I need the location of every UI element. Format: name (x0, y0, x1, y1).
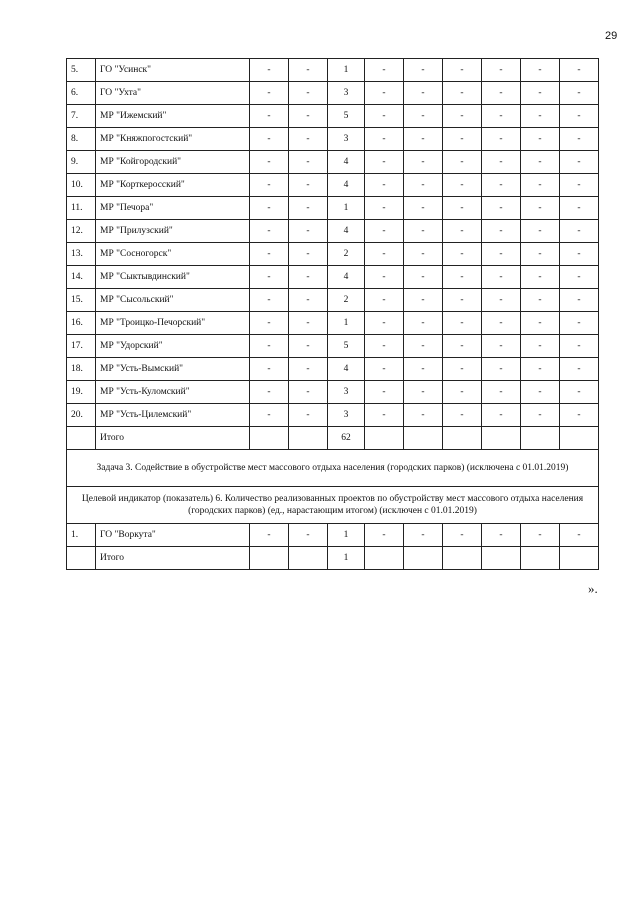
row-value: - (404, 197, 443, 220)
page-number: 29 (605, 30, 618, 42)
row-number: 11. (67, 197, 96, 220)
total-empty-cell (67, 427, 96, 450)
row-municipality: МР "Сыктывдинский" (96, 266, 250, 289)
row-municipality: МР "Княжпогостский" (96, 128, 250, 151)
row-value: - (365, 151, 404, 174)
row-value: - (482, 524, 521, 547)
row-value: 3 (328, 128, 365, 151)
row-value: - (365, 220, 404, 243)
row-value: - (365, 174, 404, 197)
row-value: - (482, 197, 521, 220)
row-value: - (404, 312, 443, 335)
row-municipality: МР "Усть-Вымский" (96, 358, 250, 381)
row-value: - (443, 243, 482, 266)
row-municipality: ГО "Усинск" (96, 59, 250, 82)
total-empty-cell (404, 547, 443, 570)
row-value: - (365, 404, 404, 427)
table-row (67, 289, 599, 312)
row-value: - (404, 105, 443, 128)
total-label: Итого (96, 547, 250, 570)
row-value: - (365, 358, 404, 381)
row-value: - (250, 105, 289, 128)
row-value: - (560, 243, 599, 266)
data-table (66, 58, 599, 570)
row-value: - (443, 105, 482, 128)
table-row (67, 174, 599, 197)
row-value: - (250, 312, 289, 335)
row-value: 4 (328, 151, 365, 174)
row-value: - (289, 82, 328, 105)
row-value: 1 (328, 312, 365, 335)
row-value: - (250, 381, 289, 404)
row-value: - (289, 524, 328, 547)
row-value: - (365, 105, 404, 128)
indicator-6-heading-row (67, 487, 599, 524)
row-value: - (482, 358, 521, 381)
table-row (67, 404, 599, 427)
total-empty-cell (404, 427, 443, 450)
row-number: 10. (67, 174, 96, 197)
row-value: - (521, 59, 560, 82)
row-municipality: МР "Ижемский" (96, 105, 250, 128)
row-value: - (289, 266, 328, 289)
row-value: - (560, 524, 599, 547)
total-empty-cell (443, 547, 482, 570)
row-value: - (521, 289, 560, 312)
row-number: 17. (67, 335, 96, 358)
row-value: - (289, 220, 328, 243)
row-value: - (560, 289, 599, 312)
row-value: - (289, 128, 328, 151)
table-row (67, 220, 599, 243)
row-value: - (250, 220, 289, 243)
row-value: - (365, 381, 404, 404)
total-empty-cell (67, 547, 96, 570)
row-value: - (560, 174, 599, 197)
row-municipality: МР "Сысольский" (96, 289, 250, 312)
row-value: - (289, 289, 328, 312)
row-value: - (443, 266, 482, 289)
total-empty-cell (521, 547, 560, 570)
row-value: - (560, 197, 599, 220)
row-value: - (250, 358, 289, 381)
row-value: - (443, 128, 482, 151)
row-number: 6. (67, 82, 96, 105)
row-value: 3 (328, 381, 365, 404)
row-value: - (560, 220, 599, 243)
total-empty-cell (250, 547, 289, 570)
row-value: - (482, 174, 521, 197)
row-municipality: МР "Сосногорск" (96, 243, 250, 266)
row-value: - (289, 197, 328, 220)
row-municipality: МР "Корткеросский" (96, 174, 250, 197)
total-empty-cell (365, 547, 404, 570)
row-value: - (521, 524, 560, 547)
row-value: - (521, 105, 560, 128)
row-value: - (404, 358, 443, 381)
row-value: - (560, 358, 599, 381)
row-value: 2 (328, 289, 365, 312)
row-value: - (289, 404, 328, 427)
task-3-heading: Задача 3. Содействие в обустройстве мест массового отдыха населения (городских парков) (исключена с 01.01.2019) (67, 450, 599, 487)
row-number: 14. (67, 266, 96, 289)
row-value: - (560, 105, 599, 128)
row-value: - (404, 404, 443, 427)
row-value: - (365, 128, 404, 151)
row-value: 3 (328, 82, 365, 105)
total-value: 62 (328, 427, 365, 450)
row-number: 18. (67, 358, 96, 381)
table-row (67, 151, 599, 174)
row-value: 1 (328, 524, 365, 547)
table-row (67, 105, 599, 128)
row-value: - (404, 82, 443, 105)
row-value: - (250, 82, 289, 105)
row-number: 5. (67, 59, 96, 82)
row-value: - (443, 197, 482, 220)
row-value: - (404, 174, 443, 197)
row-value: - (560, 151, 599, 174)
row-value: - (404, 151, 443, 174)
row-number: 16. (67, 312, 96, 335)
row-value: - (365, 82, 404, 105)
row-value: - (482, 82, 521, 105)
row-value: 4 (328, 358, 365, 381)
total-empty-cell (289, 427, 328, 450)
indicator-6-heading: Целевой индикатор (показатель) 6. Количество реализованных проектов по обустройству мест массового отдыха населения (городских парков) (ед., нарастающим итогом) (исключен с 01.01.2019) (67, 487, 599, 524)
row-value: - (365, 266, 404, 289)
row-value: - (250, 524, 289, 547)
total-row (67, 427, 599, 450)
row-value: - (443, 82, 482, 105)
task-3-heading-row (67, 450, 599, 487)
row-value: 1 (328, 59, 365, 82)
total-empty-cell (250, 427, 289, 450)
row-number: 13. (67, 243, 96, 266)
row-value: - (365, 524, 404, 547)
row-value: - (250, 335, 289, 358)
row-value: - (482, 404, 521, 427)
row-value: - (443, 524, 482, 547)
row-value: - (404, 289, 443, 312)
row-value: - (521, 243, 560, 266)
total-empty-cell (482, 427, 521, 450)
row-value: - (482, 220, 521, 243)
row-value: 1 (328, 197, 365, 220)
row-value: - (365, 243, 404, 266)
row-value: - (404, 266, 443, 289)
row-value: - (521, 335, 560, 358)
row-value: - (521, 358, 560, 381)
row-value: - (482, 381, 521, 404)
row-value: - (404, 243, 443, 266)
table-row (67, 335, 599, 358)
row-value: - (482, 151, 521, 174)
row-value: - (250, 59, 289, 82)
row-number: 8. (67, 128, 96, 151)
row-value: - (404, 220, 443, 243)
row-value: - (250, 197, 289, 220)
row-value: - (250, 128, 289, 151)
total-empty-cell (521, 427, 560, 450)
row-value: - (250, 266, 289, 289)
total-empty-cell (482, 547, 521, 570)
total-label: Итого (96, 427, 250, 450)
table-row (67, 358, 599, 381)
row-value: - (521, 312, 560, 335)
row-value: - (482, 105, 521, 128)
row-value: 4 (328, 174, 365, 197)
row-number: 12. (67, 220, 96, 243)
table-row (67, 381, 599, 404)
row-municipality: МР "Троицко-Печорский" (96, 312, 250, 335)
row-value: - (482, 266, 521, 289)
row-value: - (250, 151, 289, 174)
row-value: - (443, 59, 482, 82)
table-row (67, 312, 599, 335)
row-value: - (521, 151, 560, 174)
total-empty-cell (560, 427, 599, 450)
row-value: - (443, 220, 482, 243)
row-value: - (289, 358, 328, 381)
row-number: 20. (67, 404, 96, 427)
row-municipality: МР "Усть-Куломский" (96, 381, 250, 404)
row-value: - (289, 335, 328, 358)
row-value: - (443, 151, 482, 174)
row-value: - (560, 381, 599, 404)
row-value: - (482, 243, 521, 266)
row-municipality: МР "Койгородский" (96, 151, 250, 174)
row-value: - (521, 82, 560, 105)
row-value: - (443, 358, 482, 381)
row-value: - (521, 404, 560, 427)
row-number: 9. (67, 151, 96, 174)
row-value: - (560, 312, 599, 335)
row-value: - (250, 174, 289, 197)
row-value: - (482, 289, 521, 312)
row-value: - (404, 59, 443, 82)
row-municipality: МР "Усть-Цилемский" (96, 404, 250, 427)
row-value: - (443, 312, 482, 335)
row-value: - (443, 381, 482, 404)
row-value: - (560, 335, 599, 358)
row-value: - (443, 174, 482, 197)
table-row (67, 524, 599, 547)
row-value: - (404, 128, 443, 151)
total-empty-cell (289, 547, 328, 570)
row-value: 2 (328, 243, 365, 266)
row-value: - (521, 220, 560, 243)
row-value: - (560, 404, 599, 427)
total-empty-cell (365, 427, 404, 450)
row-municipality: МР "Прилузский" (96, 220, 250, 243)
row-value: - (560, 59, 599, 82)
table-row (67, 243, 599, 266)
row-value: - (365, 312, 404, 335)
row-value: - (365, 59, 404, 82)
total-row (67, 547, 599, 570)
row-value: 4 (328, 266, 365, 289)
table-row (67, 197, 599, 220)
row-number: 7. (67, 105, 96, 128)
row-value: - (521, 197, 560, 220)
row-value: - (289, 151, 328, 174)
row-value: - (521, 128, 560, 151)
row-value: - (482, 59, 521, 82)
row-value: 4 (328, 220, 365, 243)
table-row (67, 82, 599, 105)
row-value: - (250, 404, 289, 427)
row-number: 15. (67, 289, 96, 312)
row-value: - (365, 289, 404, 312)
row-value: - (289, 243, 328, 266)
row-value: - (560, 82, 599, 105)
row-number: 1. (67, 524, 96, 547)
row-municipality: ГО "Ухта" (96, 82, 250, 105)
row-number: 19. (67, 381, 96, 404)
row-municipality: МР "Печора" (96, 197, 250, 220)
row-value: - (404, 381, 443, 404)
row-value: - (560, 266, 599, 289)
row-municipality: ГО "Воркута" (96, 524, 250, 547)
row-value: 5 (328, 335, 365, 358)
row-value: - (289, 59, 328, 82)
table-row (67, 59, 599, 82)
row-value: - (289, 174, 328, 197)
row-value: - (289, 105, 328, 128)
row-value: - (443, 289, 482, 312)
row-value: - (482, 312, 521, 335)
row-value: - (289, 381, 328, 404)
table-row (67, 266, 599, 289)
row-value: 5 (328, 105, 365, 128)
table-row (67, 128, 599, 151)
row-value: - (482, 128, 521, 151)
row-value: - (289, 312, 328, 335)
total-empty-cell (443, 427, 482, 450)
total-value: 1 (328, 547, 365, 570)
row-value: - (482, 335, 521, 358)
row-value: - (404, 524, 443, 547)
row-value: - (560, 128, 599, 151)
row-value: - (521, 381, 560, 404)
row-value: - (443, 404, 482, 427)
row-value: - (250, 289, 289, 312)
closing-quote: ». (588, 581, 598, 596)
row-value: - (443, 335, 482, 358)
row-value: - (365, 335, 404, 358)
row-value: - (404, 335, 443, 358)
total-empty-cell (560, 547, 599, 570)
row-value: - (365, 197, 404, 220)
row-value: - (250, 243, 289, 266)
row-value: 3 (328, 404, 365, 427)
row-municipality: МР "Удорский" (96, 335, 250, 358)
row-value: - (521, 266, 560, 289)
row-value: - (521, 174, 560, 197)
